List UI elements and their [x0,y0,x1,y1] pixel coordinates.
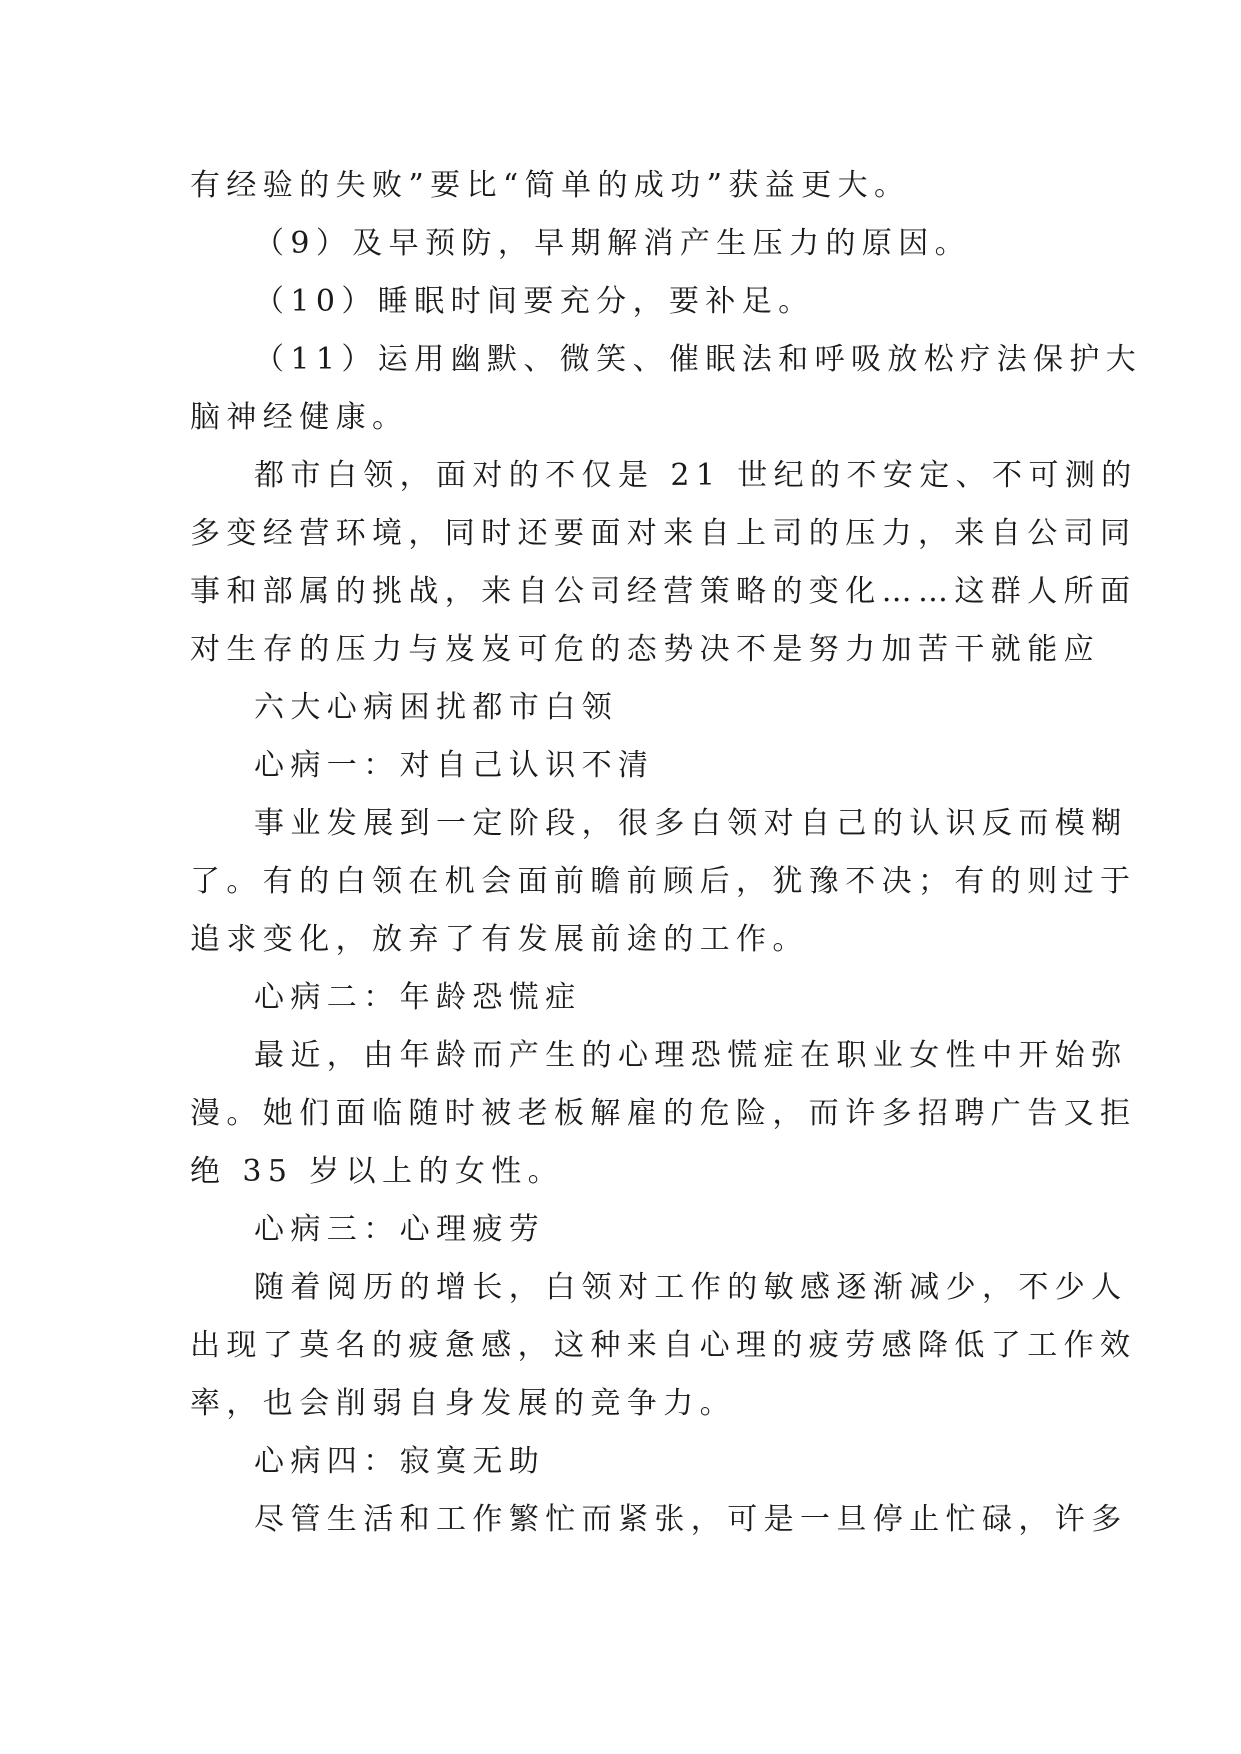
paragraph-line: 尽管生活和工作繁忙而紧张，可是一旦停止忙碌，许多 [254,1502,1128,1537]
paragraph-line: 随着阅历的增长，白领对工作的敏感逐渐减少，不少人 [254,1270,1128,1305]
paragraph-line: 最近，由年龄而产生的心理恐慌症在职业女性中开始弥 [254,1038,1128,1073]
subheading-1: 心病一：对自己认识不清 [254,748,655,783]
subheading-3: 心病三：心理疲劳 [254,1212,546,1247]
text-line: 对生存的压力与岌岌可危的态势决不是努力加苦干就能应 [190,632,1100,667]
subheading-2: 心病二：年龄恐慌症 [254,980,582,1015]
subheading-4: 心病四：寂寞无助 [254,1444,546,1479]
text-line: 了。有的白领在机会面前瞻前顾后，犹豫不决；有的则过于 [190,864,1137,899]
section-heading: 六大心病困扰都市白领 [254,690,618,725]
text-line: 漫。她们面临随时被老板解雇的危险，而许多招聘广告又拒 [190,1096,1137,1131]
text-line: 率，也会削弱自身发展的竞争力。 [190,1386,736,1421]
text-line: 出现了莫名的疲惫感，这种来自心理的疲劳感降低了工作效 [190,1328,1137,1363]
text-line: 事和部属的挑战，来自公司经营策略的变化……这群人所面 [190,574,1137,609]
text-line: 脑神经健康。 [190,400,409,435]
text-line: 有经验的失败”要比“简单的成功”获益更大。 [190,168,911,203]
text-line: 追求变化，放弃了有发展前途的工作。 [190,922,809,957]
paragraph-line: 都市白领，面对的不仅是 21 世纪的不安定、不可测的 [254,458,1138,493]
list-item-10: （10）睡眠时间要充分，要补足。 [254,284,815,319]
list-item-9: （9）及早预防，早期解消产生压力的原因。 [254,226,972,261]
list-item-11: （11）运用幽默、微笑、催眠法和呼吸放松疗法保护大 [254,342,1143,377]
text-line: 多变经营环境，同时还要面对来自上司的压力，来自公司同 [190,516,1137,551]
paragraph-line: 事业发展到一定阶段，很多白领对自己的认识反而模糊 [254,806,1128,841]
text-line: 绝 35 岁以上的女性。 [190,1154,565,1189]
